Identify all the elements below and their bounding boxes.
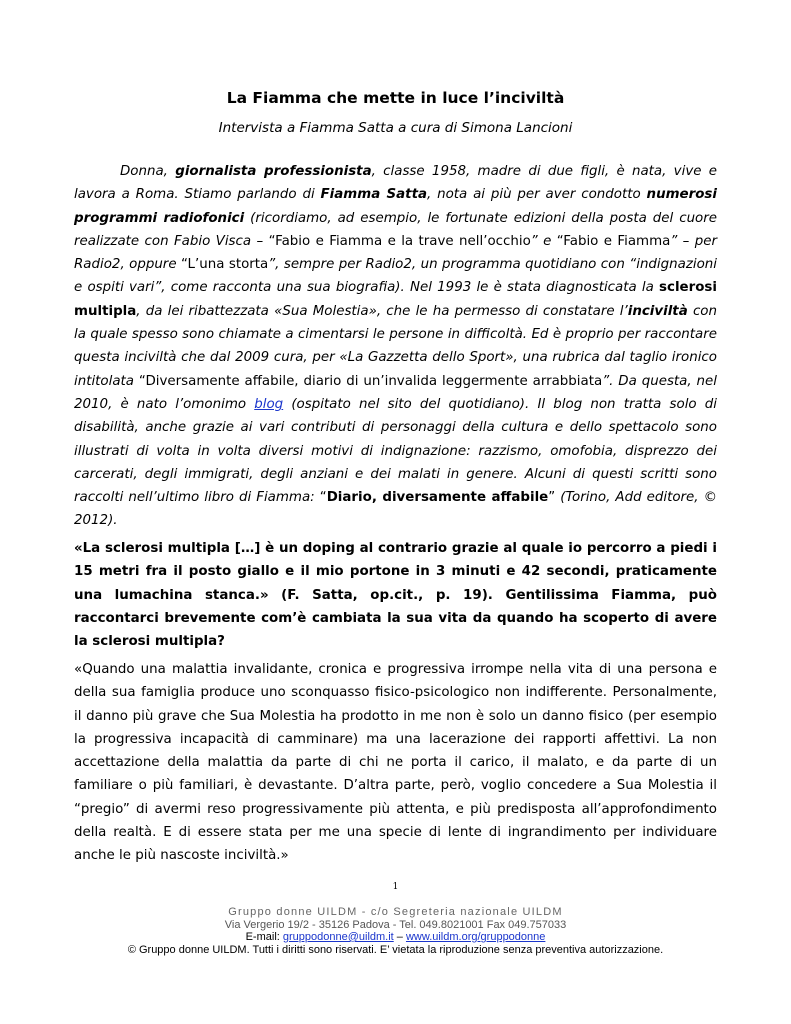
footer-contacts	[0, 931, 791, 944]
footer-email-label: E-mail:	[245, 931, 283, 943]
intro-upright-text: “Fabio e Fiamma	[556, 233, 671, 249]
intro-text: , classe 1958, madre di due figli, è nata, vive e lavora a Roma. Stiamo parlando di	[74, 164, 717, 203]
intro-text: ”, sempre per Radio2, un programma quotidiano con “indignazioni e ospiti vari”, come racconta una sua biografia). Nel 1993 le è stata diagnosticata la	[74, 257, 717, 296]
intro-text: ”. Da questa, nel 2010, è nato l’omonimo	[74, 373, 718, 412]
intro-bold-text: inciviltà	[627, 303, 688, 319]
interview-answer: «Quando una malattia invalidante, cronica e progressiva irrompe nella vita di una persona e della sua famiglia produce uno sconquasso fisico-psicologico non indifferente. Personalmente, il danno più grave che Sua Molestia ha prodotto in me non è solo un danno fisico (per esempio la progressiva incapacità di camminare) ma una lacerazione dei rapporti affettivi. La non accettazione della malattia da parte di chi ne porta il carico, il malato, e da parte di un familiare o più familiari, è devastante. D’altra parte, però, voglio concedere a Sua Molestia il “pregio” di avermi reso progressivamente più attenta, e più predisposta all’approfondimento della realtà. E di essere stata per me una specie di lente di ingrandimento per individuare anche le più nascoste inciviltà.»	[74, 662, 717, 864]
intro-text: (Torino, Add editore, © 2012).	[74, 490, 717, 529]
intro-upright-text: “L’una storta	[180, 257, 269, 273]
intro-text: (ospitato nel sito del quotidiano). Il blog non tratta solo di disabilità, anche grazie ai vari contributi di personaggi della cultura e dello spettacolo sono illustrati di volta in volta diversi motivi di indignazione: razzismo, omofobia, disprezzo dei carcerati, degli immigrati, degli anziani e dei malati in genere. Alcuni di questi scritti sono raccolti nell’ultimo libro di Fiamma:	[74, 396, 717, 506]
intro-bold-text: Diario, diversamente affabile	[326, 490, 549, 506]
intro-upright-text: “	[319, 490, 327, 506]
footer-organization: Gruppo donne UILDM - c/o Segreteria nazionale UILDM	[228, 906, 563, 918]
intro-paragraph	[74, 160, 717, 533]
intro-text: , nota ai più per aver condotto	[427, 187, 647, 203]
footer-separator: –	[393, 931, 406, 943]
blog-link[interactable]: blog	[254, 396, 284, 412]
page-number: 1	[392, 882, 399, 892]
footer-email-link[interactable]: gruppodonne@uildm.it	[282, 931, 394, 943]
intro-upright-text: ”	[548, 490, 556, 506]
intro-bold-text: Fiamma Satta	[320, 187, 428, 203]
intro-bold-text: sclerosi multipla	[74, 280, 717, 319]
intro-text: (ricordiamo, ad esempio, le fortunate edizioni della posta del cuore realizzate con Fabio Visca –	[74, 210, 717, 249]
intro-text: , da lei ribattezzata «Sua Molestia», che le ha permesso di constatare l’	[136, 303, 628, 319]
intro-text: con la quale spesso sono chiamate a cimentarsi le persone in difficoltà. Ed è proprio per raccontare questa inciviltà che dal 2009 cura, per «La Gazzetta dello Sport», una rubrica dal taglio ironico intitolata	[74, 303, 717, 389]
article-title: La Fiamma che mette in luce l’inciviltà	[226, 89, 565, 107]
intro-text: ” – per Radio2, oppure	[74, 233, 718, 273]
intro-upright-text: “Diversamente affabile, diario di un’invalida leggermente arrabbiata	[138, 373, 603, 389]
article-subtitle: Intervista a Fiamma Satta a cura di Simona Lancioni	[218, 120, 573, 136]
footer-copyright: © Gruppo donne UILDM. Tutti i diritti sono riservati. E’ vietata la riproduzione senza preventiva autorizzazione.	[127, 943, 664, 956]
intro-upright-text: “Fabio e Fiamma e la trave nell’occhio	[268, 233, 531, 249]
intro-text: ” e	[530, 233, 557, 249]
interview-question: «La sclerosi multipla […] è un doping al contrario grazie al quale io percorro a piedi i 15 metri fra il posto giallo e il mio portone in 3 minuti e 42 secondi, praticamente una lumachina stanca.» (F. Satta, op.cit., p. 19). Gentilissima Fiamma, può raccontarci brevemente com’è cambiata la sua vita da quando ha scoperto di avere la sclerosi multipla?	[74, 541, 717, 650]
page-footer	[0, 906, 791, 956]
intro-bold-text: numerosi programmi radiofonici	[74, 187, 717, 226]
footer-address: Via Vergerio 19/2 - 35126 Padova - Tel. 049.8021001 Fax 049.757033	[224, 918, 567, 931]
footer-website-link[interactable]: www.uildm.org/gruppodonne	[405, 931, 546, 943]
intro-text: Donna,	[120, 164, 176, 179]
intro-bold-text: giornalista professionista	[175, 164, 372, 179]
